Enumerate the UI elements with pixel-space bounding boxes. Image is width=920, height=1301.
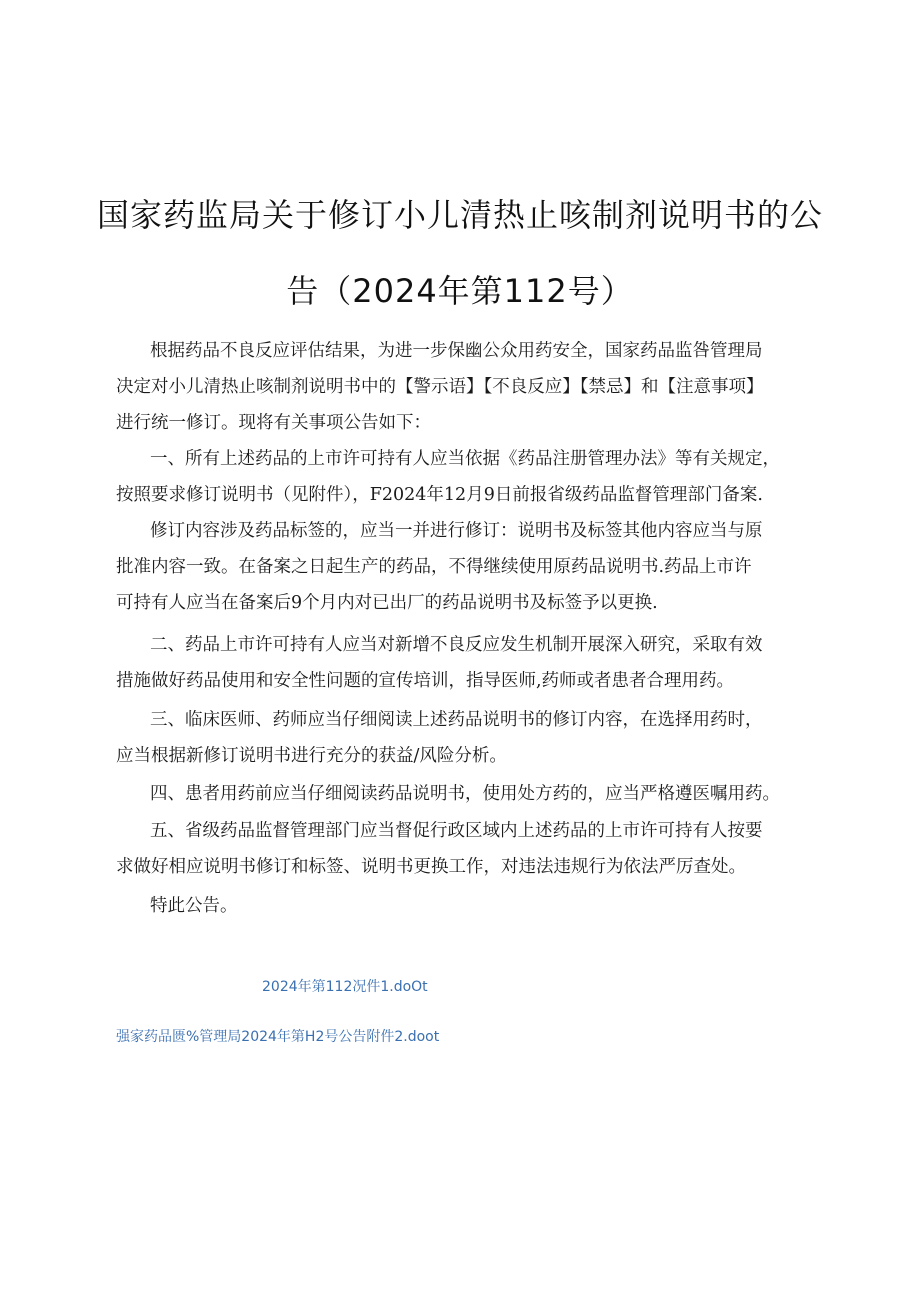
paragraph-intro: [116, 333, 816, 441]
paragraph-line: 二、药品上市许可持有人应当对新增不良反应发生机制开展深入研究，采取有效: [150, 635, 763, 655]
paragraph-item-3: [116, 702, 816, 774]
paragraph-item-2: [116, 627, 816, 699]
paragraph-item-4: [116, 776, 816, 812]
paragraph-item-1: [116, 441, 816, 513]
paragraph-item-5: [116, 813, 816, 885]
document-title-line-1: 国家药监局关于修订小儿清热止咳制剂说明书的公: [96, 196, 823, 234]
paragraph-closing: [116, 888, 816, 924]
paragraph-line: 根据药品不良反应评估结果，为进一步保幽公众用药安全，国家药品监咎管理局: [150, 341, 763, 361]
paragraph-line: 求做好相应说明书修订和标签、说明书更换工作，对违法违规行为依法严厉查处。: [116, 857, 746, 877]
paragraph-line: 三、临床医师、药师应当仔细阅读上述药品说明书的修订内容，在选择用药时，: [150, 710, 763, 730]
attachment-link-2[interactable]: 强家药品匮%管理局2024年第H2号公告附件2.doot: [116, 1029, 440, 1045]
paragraph-line: 措施做好药品使用和安全性问题的宣传培训，指导医师,药师或者患者合理用药。: [116, 671, 735, 691]
paragraph-line: 修订内容涉及药品标签的，应当一并进行修订：说明书及标签其他内容应当与原: [150, 521, 763, 541]
paragraph-line: 进行统一修订。现将有关事项公告如下：: [116, 413, 431, 433]
paragraph-line: 一、所有上述药品的上市许可持有人应当依据《药品注册管理办法》等有关规定，: [150, 449, 780, 469]
paragraph-line: 批准内容一致。在备案之日起生产的药品，不得继续使用原药品说明书.药品上市许: [116, 557, 752, 577]
paragraph-line: 可持有人应当在备案后9个月内对已出厂的药品说明书及标签予以更换.: [116, 593, 658, 613]
paragraph-line: 决定对小儿清热止咳制剂说明书中的【警示语】【不良反应】【禁忌】和【注意事项】: [116, 377, 764, 397]
paragraph-line: 按照要求修订说明书（见附件），F2024年12月9日前报省级药品监督管理部门备案.: [116, 485, 763, 505]
paragraph-line: 特此公告。: [150, 896, 238, 916]
document-title-line-2: 告（2024年第112号）: [286, 272, 634, 310]
paragraph-line: 应当根据新修订说明书进行充分的获益/风险分析。: [116, 746, 507, 766]
paragraph-line: 五、省级药品监督管理部门应当督促行政区域内上述药品的上市许可持有人按要: [150, 821, 763, 841]
paragraph-label-revision: [116, 513, 816, 621]
attachment-link-1[interactable]: 2024年第112况件1.doOt: [262, 979, 428, 995]
paragraph-line: 四、患者用药前应当仔细阅读药品说明书，使用处方药的，应当严格遵医嘱用药。: [150, 784, 780, 804]
